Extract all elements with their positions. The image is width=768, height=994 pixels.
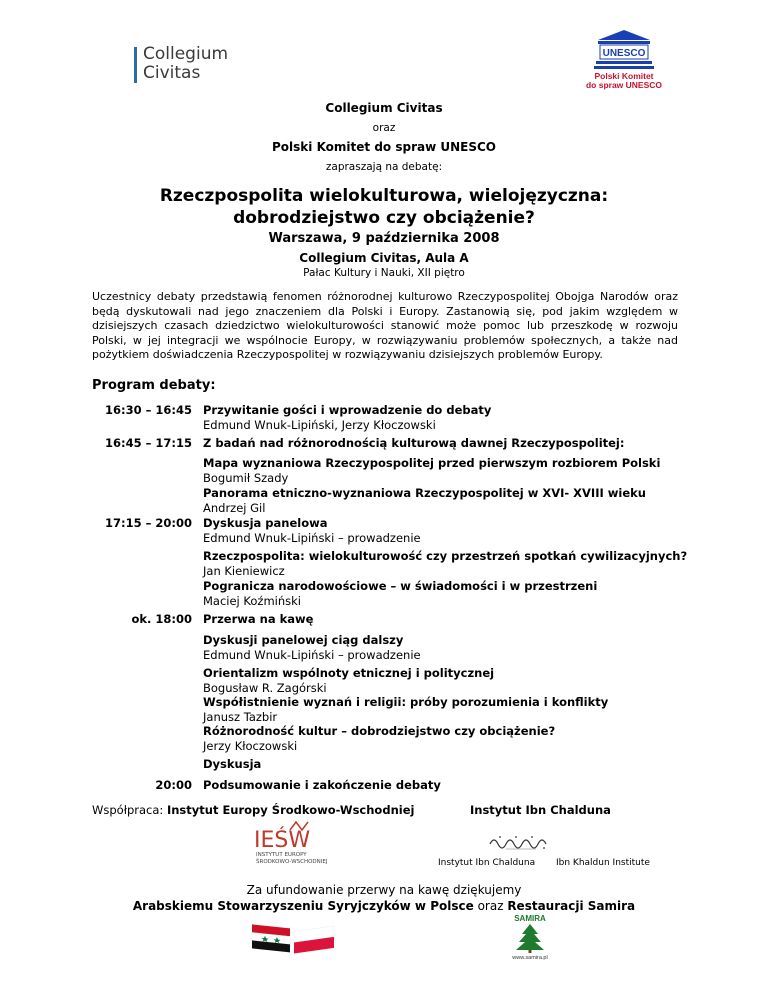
collegium-civitas-logo [134, 45, 244, 87]
entry-title: Dyskusja [203, 757, 262, 771]
org-2: Polski Komitet do spraw UNESCO [272, 140, 496, 154]
time-slot: 20:00 [155, 778, 192, 792]
unesco-caption [578, 72, 670, 90]
logo-bar [134, 47, 137, 83]
entry-title: Z badań nad różnorodnością kulturową dawnej Rzeczypospolitej: [203, 436, 625, 450]
ibn-caption-pl: Instytut Ibn Chalduna [438, 858, 536, 868]
samira-wordmark: SAMIRA [514, 914, 546, 923]
logo-line-2: Civitas [143, 63, 201, 83]
entry-title: Pogranicza narodowościowe – w świadomości i w przestrzeni [203, 579, 598, 593]
ibn-caption-en: Ibn Khaldun Institute [556, 858, 650, 868]
program-entry [203, 403, 723, 433]
unesco-wordmark: UNESCO [602, 48, 646, 59]
program-heading: Program debaty: [92, 378, 216, 393]
program-entry [203, 436, 723, 451]
entry-people: Maciej Koźmiński [203, 594, 301, 608]
entry-people: Jan Kieniewicz [203, 564, 285, 578]
entry-title: Rzeczpospolita: wielokulturowość czy przestrzeń spotkań cywilizacyjnych? [203, 549, 688, 563]
time-slot: 16:45 – 17:15 [105, 436, 192, 450]
program-entry [203, 778, 723, 793]
time-slot: 17:15 – 20:00 [105, 516, 192, 530]
entry-people: Edmund Wnuk-Lipiński, Jerzy Kłoczowski [203, 418, 436, 432]
thanks-org-1: Arabskiemu Stowarzyszeniu Syryjczyków w Polsce [132, 899, 474, 913]
collaboration-line [92, 803, 414, 817]
arabic-calligraphy-icon [486, 832, 556, 852]
entry-people: Andrzej Gil [203, 501, 266, 515]
entry-title: Przerwa na kawę [203, 612, 314, 626]
intro-paragraph: Uczestnicy debaty przedstawią fenomen różnorodnej kulturowo Rzeczypospolitej Obojga Narodów oraz będą dyskutowali nad jego znaczeniem dla Polski i Europy. Zastanowią się, pod jakim względem w dzisiejszych czasach dziedzictwo wielokulturowości stanowić może pomoc lub przeszkodę w rozwoju Polski, w jej integracji we wspólnocie Europy, w rozwiązywaniu problemów społecznych, a także nad pożytkiem doświadczenia Rzeczypospolitej w rozwiązywaniu dzisiejszych problemów Europy. [92, 290, 678, 361]
entry-title: Przywitanie gości i wprowadzenie do debaty [203, 403, 492, 417]
entry-people: Janusz Tazbir [203, 710, 278, 724]
time-slot: ok. 18:00 [131, 612, 192, 626]
logo-text [143, 45, 228, 83]
program-entry [203, 612, 723, 627]
event-date: Warszawa, 9 października 2008 [268, 231, 500, 246]
program-entry [203, 516, 723, 546]
iesw-logo [252, 820, 342, 866]
entry-title: Mapa wyznaniowa Rzeczypospolitej przed pierwszym rozbiorem Polski [203, 456, 661, 470]
iesw-line-2: ŚRODKOWO-WSCHODNIEJ [256, 859, 328, 865]
thanks-org-2: Restauracji Samira [507, 899, 636, 913]
thanks-and: oraz [473, 899, 508, 913]
samira-cedar-icon [500, 912, 560, 960]
program-entry [203, 724, 723, 754]
program-entry [203, 695, 723, 725]
invite-text: zapraszają na debatę: [325, 161, 443, 173]
program-entry [203, 757, 723, 772]
event-venue: Collegium Civitas, Aula A [299, 251, 469, 265]
ibn-chaldun-logo [486, 832, 556, 852]
program-entry [203, 456, 723, 486]
iesw-wordmark: IEŚW [254, 828, 311, 853]
iesw-logo-graphic [252, 820, 342, 866]
ibn-chaldun-title: Instytut Ibn Chalduna [470, 803, 611, 817]
debate-title-line-2: dobrodziejstwo czy obciążenie? [233, 208, 535, 228]
program-entry [203, 666, 723, 696]
thanks-line-1: Za ufundowanie przerwy na kawę dziękujemy [246, 883, 522, 897]
iesw-line-1: INSTYTUT EUROPY [256, 852, 307, 858]
entry-title: Dyskusji panelowej ciąg dalszy [203, 633, 404, 647]
unesco-caption-line-2: do spraw UNESCO [585, 80, 663, 90]
org-1: Collegium Civitas [325, 101, 443, 115]
unesco-logo [578, 28, 670, 92]
entry-title: Współistnienie wyznań i religii: próby porozumienia i konflikty [203, 695, 609, 709]
entry-people: Bogusław R. Zagórski [203, 681, 327, 695]
entry-people: Edmund Wnuk-Lipiński – prowadzenie [203, 531, 421, 545]
entry-title: Dyskusja panelowa [203, 516, 328, 530]
event-venue-detail: Pałac Kultury i Nauki, XII piętro [303, 267, 465, 279]
flags-icon [248, 918, 338, 954]
entry-people: Bogumił Szady [203, 471, 289, 485]
flags-illustration [248, 918, 338, 954]
entry-title: Różnorodność kultur – dobrodziejstwo czy obciążenie? [203, 724, 556, 738]
unesco-caption-line-1: Polski Komitet [594, 71, 654, 81]
collaboration-label: Współpraca: [92, 803, 167, 817]
entry-people: Jerzy Kłoczowski [203, 739, 298, 753]
program-entry [203, 633, 723, 663]
debate-title-line-1: Rzeczpospolita wielokulturowa, wielojęzyczna: [159, 186, 609, 206]
thanks-line-2 [0, 898, 768, 914]
entry-title: Podsumowanie i zakończenie debaty [203, 778, 441, 792]
unesco-temple-icon [578, 28, 670, 72]
collaboration-org: Instytut Europy Środkowo-Wschodniej [166, 803, 415, 817]
samira-url: www.samira.pl [512, 955, 548, 960]
and-text: oraz [372, 122, 396, 134]
entry-people: Edmund Wnuk-Lipiński – prowadzenie [203, 648, 421, 662]
samira-logo [500, 912, 560, 960]
entry-title: Panorama etniczno-wyznaniowa Rzeczypospolitej w XVI- XVIII wieku [203, 486, 646, 500]
program-entry [203, 549, 723, 579]
entry-title: Orientalizm wspólnoty etnicznej i politycznej [203, 666, 495, 680]
logo-line-1: Collegium [143, 44, 229, 64]
program-entry [203, 579, 723, 609]
program-entry [203, 486, 723, 516]
time-slot: 16:30 – 16:45 [105, 403, 192, 417]
